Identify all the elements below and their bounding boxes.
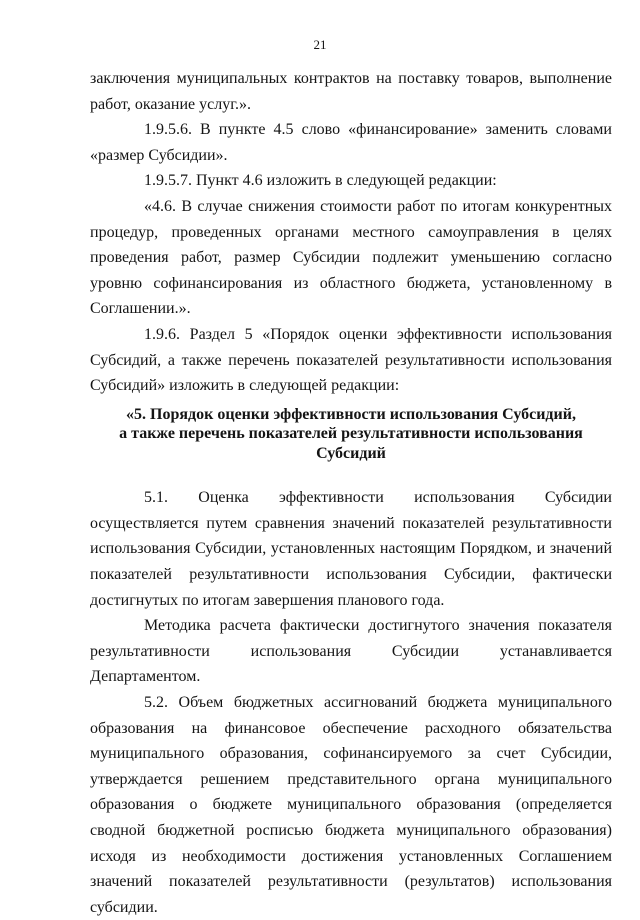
section-heading-line-3: Субсидий (316, 444, 386, 462)
paragraph-1-9-5-6: 1.9.5.6. В пункте 4.5 слово «финансирование» заменить словами «размер Субсидии». (90, 121, 612, 164)
paragraph-4-6: «4.6. В случае снижения стоимости работ по итогам конкурентных процедур, проведенных органами местного самоуправления в целях проведения работ, размер Субсидии подлежит уменьшению согласно уровню софинансирования из областного бюджета, установленному в Соглашении.». (90, 197, 612, 318)
page-number: 21 (313, 37, 327, 52)
paragraph-continuation: заключения муниципальных контрактов на поставку товаров, выполнение работ, оказание услуг.». (90, 70, 612, 113)
paragraph-methodology: Методика расчета фактически достигнутого значения показателя результативности использования Субсидии устанавливается Департаментом. (90, 617, 612, 686)
section-5-heading (90, 405, 612, 464)
paragraph-1-9-6: 1.9.6. Раздел 5 «Порядок оценки эффективности использования Субсидий, а также перечень показателей результативности использования Субсидий» изложить в следующей редакции: (90, 325, 612, 395)
paragraph-1-9-5-7: 1.9.5.7. Пункт 4.6 изложить в следующей редакции: (144, 172, 497, 190)
document-body (90, 66, 612, 920)
paragraph-5-1: 5.1. Оценка эффективности использования Субсидии осуществляется путем сравнения значений показателей результативности использования Субсидии, установленных настоящим Порядком, и значений показателей результативности использования Субсидии, фактически достигнутых по итогам завершения планового года. (90, 489, 612, 609)
paragraph-5-2: 5.2. Объем бюджетных ассигнований бюджета муниципального образования на финансовое обеспечение расходного обязательства муниципального образования, софинансируемого за счет Субсидии, утверждается решением представительного органа муниципального образования о бюджете муниципального образования (определяется сводной бюджетной росписью бюджета муниципального образования) исходя из необходимости достижения установленных Соглашением значений показателей результативности (результатов) использования субсидии. (90, 693, 612, 916)
section-heading-line-2: а также перечень показателей результативности использования (119, 425, 583, 443)
section-heading-line-1: «5. Порядок оценки эффективности использования Субсидий, (126, 405, 576, 423)
